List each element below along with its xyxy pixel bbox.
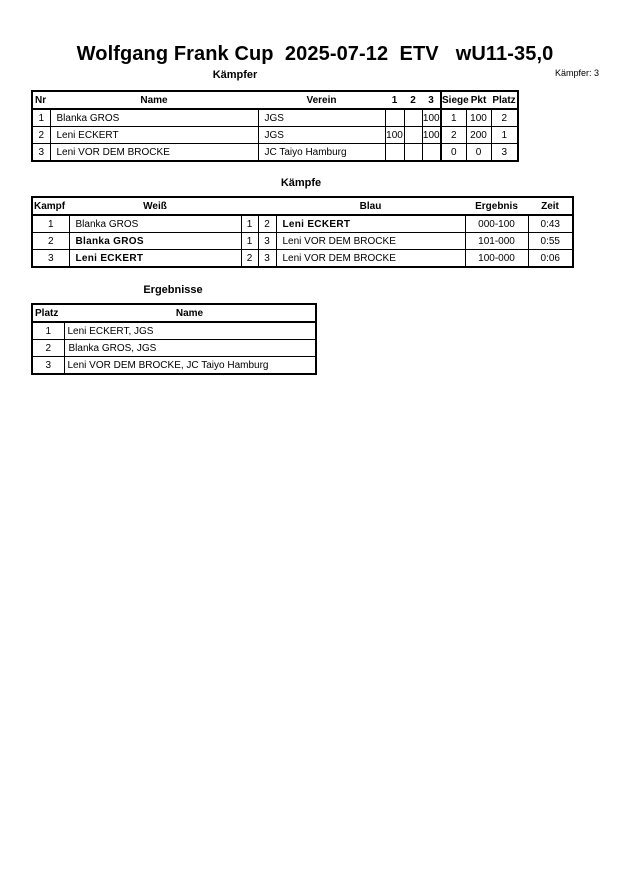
fighters-section-title: Kämpfer (212, 69, 258, 81)
fighter-count: Kämpfer: 3 (554, 68, 599, 78)
cell-round-2 (404, 144, 422, 162)
cell-weiss: Blanka GROS (69, 215, 241, 233)
cell-blau-nr: 3 (258, 250, 276, 268)
col-pkt: Pkt (466, 91, 491, 109)
fights-section-title: Kämpfe (280, 177, 322, 189)
cell-kampf: 3 (32, 250, 69, 268)
table-row (32, 215, 573, 233)
cell-name: Leni VOR DEM BROCKE (50, 144, 258, 162)
col-platz: Platz (32, 304, 64, 322)
cell-weiss-nr: 1 (241, 233, 258, 250)
cell-round-3: 100 (422, 109, 441, 127)
cell-round-3: 100 (422, 127, 441, 144)
cell-platz: 3 (491, 144, 518, 162)
cell-weiss: Blanka GROS (69, 233, 241, 250)
page-title: Wolfgang Frank Cup 2025-07-12 ETV wU11-35,0 (76, 43, 554, 65)
cell-blau: Leni VOR DEM BROCKE (276, 250, 465, 268)
col-round-1: 1 (385, 91, 404, 109)
col-zeit: Zeit (528, 197, 573, 215)
cell-ergebnis: 100-000 (465, 250, 528, 268)
cell-platz: 1 (491, 127, 518, 144)
cell-verein: JC Taiyo Hamburg (258, 144, 385, 162)
cell-ergebnis: 101-000 (465, 233, 528, 250)
cell-round-1 (385, 109, 404, 127)
cell-kampf: 2 (32, 233, 69, 250)
table-row (32, 109, 518, 127)
col-verein: Verein (258, 91, 385, 109)
cell-name: Blanka GROS, JGS (64, 340, 316, 357)
cell-blau: Leni ECKERT (276, 215, 465, 233)
table-row (32, 127, 518, 144)
table-row (32, 340, 316, 357)
col-siege: Siege (441, 91, 466, 109)
results-section-title: Ergebnisse (143, 284, 203, 296)
table-row (32, 357, 316, 375)
cell-name: Blanka GROS (50, 109, 258, 127)
cell-pkt: 0 (466, 144, 491, 162)
cell-weiss-nr: 2 (241, 250, 258, 268)
col-platz: Platz (491, 91, 518, 109)
cell-zeit: 0:55 (528, 233, 573, 250)
col-name: Name (64, 304, 316, 322)
cell-verein: JGS (258, 109, 385, 127)
cell-blau-nr: 3 (258, 233, 276, 250)
cell-nr: 2 (32, 127, 50, 144)
cell-ergebnis: 000-100 (465, 215, 528, 233)
cell-round-1 (385, 144, 404, 162)
cell-platz: 3 (32, 357, 64, 375)
cell-zeit: 0:06 (528, 250, 573, 268)
cell-blau: Leni VOR DEM BROCKE (276, 233, 465, 250)
col-blau: Blau (276, 197, 465, 215)
fights-table (31, 196, 574, 268)
cell-platz: 2 (491, 109, 518, 127)
col-name: Name (50, 91, 258, 109)
cell-nr: 1 (32, 109, 50, 127)
cell-round-2 (404, 109, 422, 127)
table-row (32, 144, 518, 162)
cell-siege: 2 (441, 127, 466, 144)
cell-round-2 (404, 127, 422, 144)
cell-siege: 0 (441, 144, 466, 162)
table-row (32, 322, 316, 340)
cell-nr: 3 (32, 144, 50, 162)
col-round-3: 3 (422, 91, 441, 109)
cell-weiss: Leni ECKERT (69, 250, 241, 268)
cell-name: Leni VOR DEM BROCKE, JC Taiyo Hamburg (64, 357, 316, 375)
cell-round-1: 100 (385, 127, 404, 144)
table-row (32, 250, 573, 268)
col-weiss: Weiß (69, 197, 241, 215)
cell-siege: 1 (441, 109, 466, 127)
cell-name: Leni ECKERT, JGS (64, 322, 316, 340)
col-ergebnis: Ergebnis (465, 197, 528, 215)
cell-weiss-nr: 1 (241, 215, 258, 233)
cell-name: Leni ECKERT (50, 127, 258, 144)
cell-pkt: 100 (466, 109, 491, 127)
cell-kampf: 1 (32, 215, 69, 233)
cell-platz: 2 (32, 340, 64, 357)
cell-zeit: 0:43 (528, 215, 573, 233)
col-kampf: Kampf (32, 197, 69, 215)
results-table (31, 303, 317, 375)
cell-pkt: 200 (466, 127, 491, 144)
fighters-table (31, 90, 519, 162)
table-row (32, 233, 573, 250)
cell-blau-nr: 2 (258, 215, 276, 233)
cell-verein: JGS (258, 127, 385, 144)
col-round-2: 2 (404, 91, 422, 109)
cell-platz: 1 (32, 322, 64, 340)
cell-round-3 (422, 144, 441, 162)
col-nr: Nr (32, 91, 50, 109)
